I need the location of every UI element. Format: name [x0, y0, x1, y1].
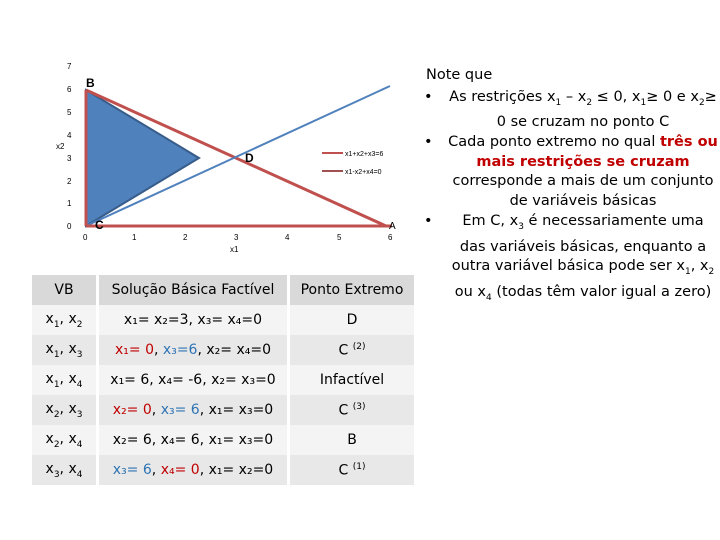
notes-list [422, 88, 718, 309]
x-tick-1: 1 [132, 233, 137, 242]
header-solution: Solução Básica Factível [98, 275, 289, 305]
note-text-3: Em C, $x_3$ é necessariamente uma das variáveis básicas, enquanto a outra variável básica pode ser $x_1$, $x_2$ ou $x_4$ (todas têm valor igual a zero) [451, 213, 715, 303]
notes-panel [422, 66, 718, 309]
cell-solution: x₃= 6, x₄= 0, x₁= x₂=0 [98, 455, 289, 485]
point-label-c: C [95, 218, 104, 232]
x-tick-6: 6 [388, 233, 393, 242]
table-row [32, 305, 414, 335]
note-item-3 [422, 212, 718, 308]
y-tick-3: 3 [67, 154, 72, 163]
cell-vb: $x_2$, $x_4$ [32, 425, 98, 455]
point-label-d: D [245, 151, 254, 165]
y-axis-ticks [67, 62, 72, 231]
cell-solution: x₁= x₂=3, x₃= x₄=0 [98, 305, 289, 335]
note-item-1 [422, 88, 718, 133]
y-tick-6: 6 [67, 85, 72, 94]
y-tick-5: 5 [67, 108, 72, 117]
basic-solutions-table [32, 275, 414, 485]
table-row [32, 335, 414, 365]
bullet-icon: • [424, 88, 433, 105]
feasible-region-chart [0, 0, 420, 268]
table-row [32, 455, 414, 485]
y-tick-2: 2 [67, 177, 72, 186]
x-tick-0: 0 [83, 233, 88, 242]
x-tick-2: 2 [183, 233, 188, 242]
cell-point: C $^{(1)}$ [289, 455, 415, 485]
header-extreme-point: Ponto Extremo [289, 275, 415, 305]
cell-solution: x₁= 6, x₄= -6, x₂= x₃=0 [98, 365, 289, 395]
y-tick-7: 7 [67, 62, 72, 71]
y-axis-label: x2 [56, 142, 65, 151]
cell-vb: $x_1$, $x_4$ [32, 365, 98, 395]
bullet-icon: • [424, 134, 433, 151]
y-tick-1: 1 [67, 199, 72, 208]
legend-label-1: x1+x2+x3=6 [345, 151, 384, 158]
notes-heading: Note que [426, 67, 493, 83]
y-tick-0: 0 [67, 222, 72, 231]
note-emphasis: três ou mais restrições se cruzam [476, 134, 718, 170]
note-text-1: As restrições $x_1 - x_2 \le 0$, $x_1\ge 0$ e $x_2\ge 0$ se cruzam no ponto C [449, 88, 717, 130]
x-tick-4: 4 [285, 233, 290, 242]
x-axis-ticks [83, 233, 393, 242]
cell-vb: $x_3$, $x_4$ [32, 455, 98, 485]
y-tick-4: 4 [67, 131, 72, 140]
table-row [32, 425, 414, 455]
cell-solution: x₁= 0, x₃=6, x₂= x₄=0 [98, 335, 289, 365]
cell-solution: x₂= 0, x₃= 6, x₁= x₃=0 [98, 395, 289, 425]
cell-point: D [289, 305, 415, 335]
cell-vb: $x_1$, $x_3$ [32, 335, 98, 365]
x-tick-3: 3 [234, 233, 239, 242]
cell-point: B [289, 425, 415, 455]
table-header-row [32, 275, 414, 305]
note-text-2: Cada ponto extremo no qual três ou mais restrições se cruzam corresponde a mais de um conjunto de variáveis básicas [448, 134, 718, 209]
cell-vb: $x_2$, $x_3$ [32, 395, 98, 425]
header-vb: VB [32, 275, 98, 305]
table-row [32, 395, 414, 425]
legend-label-2: x1-x2+x4=0 [345, 169, 382, 176]
table-row [32, 365, 414, 395]
cell-solution: x₂= 6, x₄= 6, x₁= x₃=0 [98, 425, 289, 455]
point-label-a: A [389, 221, 396, 232]
note-item-2 [422, 133, 718, 211]
cell-point: C $^{(3)}$ [289, 395, 415, 425]
cell-vb: $x_1$, $x_2$ [32, 305, 98, 335]
bullet-icon: • [424, 213, 433, 230]
feasible-region [86, 90, 199, 226]
x-axis-label: x1 [230, 245, 239, 254]
point-label-b: B [86, 76, 95, 90]
cell-point: C $^{(2)}$ [289, 335, 415, 365]
cell-point: Infactível [289, 365, 415, 395]
x-tick-5: 5 [337, 233, 342, 242]
